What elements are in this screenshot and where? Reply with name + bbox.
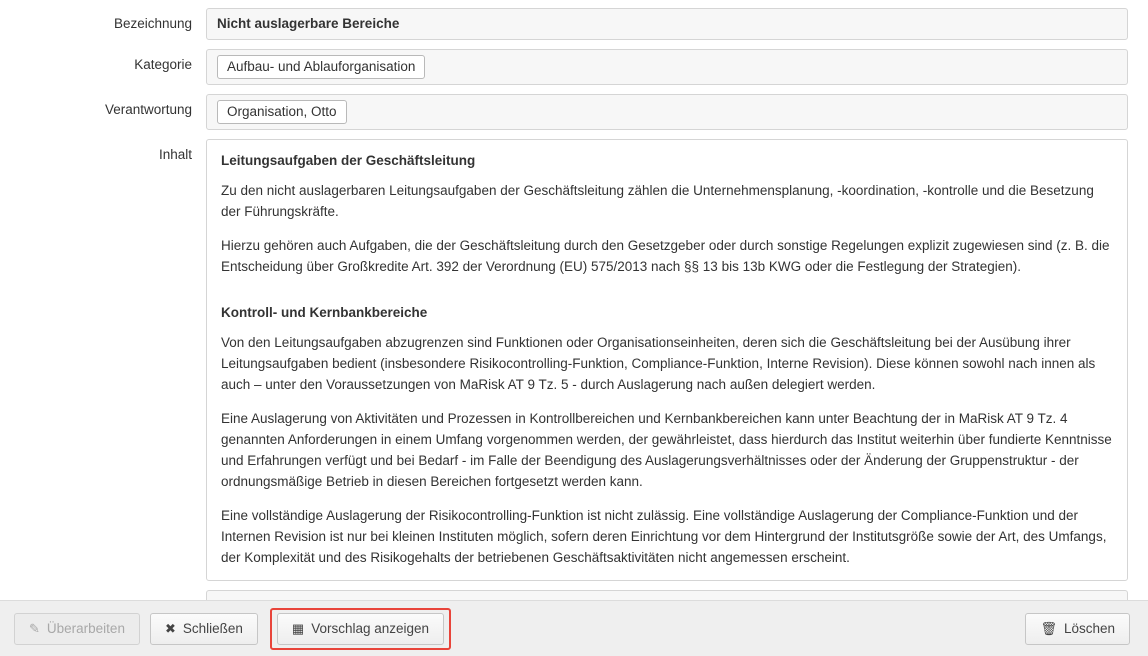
verantwortung-tag[interactable]: Organisation, Otto <box>217 100 347 124</box>
form-row-verantwortung <box>20 94 1128 130</box>
label-bezeichnung: Bezeichnung <box>113 16 192 31</box>
label-inhalt: Inhalt <box>158 147 192 162</box>
list-icon: ▦ <box>291 621 305 636</box>
label-verantwortung: Verantwortung <box>104 102 192 117</box>
field-verantwortung <box>206 94 1128 130</box>
inhalt-paragraph-3: Von den Leitungsaufgaben abzugrenzen sind Funktionen oder Organisationseinheiten, deren sich die Geschäftsleitung bei der Ausübung ihrer Leitungsaufgaben bedient (insbesondere Risikocontrolling-Funktion, Compliance-Funktion, Interne Revision). Diese können sowohl nach innen als auch – unter den Voraussetzungen von MaRisk AT 9 Tz. 5 - durch Auslagerung nach außen delegiert werden. <box>221 335 1096 392</box>
close-button-label: Schließen <box>182 621 243 636</box>
label-kategorie: Kategorie <box>134 57 192 72</box>
kategorie-tag[interactable]: Aufbau- und Ablauforganisation <box>217 55 425 79</box>
field-bezeichnung: Nicht auslagerbare Bereiche <box>206 8 1128 40</box>
trash-icon: 🗑 <box>1040 621 1057 636</box>
form-row-kategorie <box>20 49 1128 85</box>
delete-button-label: Löschen <box>1063 621 1115 636</box>
inhalt-heading-1: Leitungsaufgaben der Geschäftsleitung <box>221 153 476 168</box>
inhalt-paragraph-4: Eine Auslagerung von Aktivitäten und Prozessen in Kontrollbereichen und Kernbankbereichen kann unter Beachtung der in MaRisk AT 9 Tz. 4 genannten Anforderungen in einem Umfang vorgenommen werden, der gewährleistet, dass hierdurch das Institut weiterhin über fundierte Kenntnisse und Erfahrungen verfügt und bei Bedarf - im Falle der Beendigung des Auslagerungsverhältnisses oder der Änderung der Gruppenstruktur - der ordnungsmäßige Betrieb in diesen Bereichen fortgesetzt werden kann. <box>221 411 1112 489</box>
form-row-inhalt <box>20 139 1128 581</box>
preview-button-label: Vorschlag anzeigen <box>311 621 430 636</box>
inhalt-paragraph-2: Hierzu gehören auch Aufgaben, die der Geschäftsleitung durch den Gesetzgeber oder durch sonstige Regelungen explizit zugewiesen sind (z. B. die Entscheidung über Großkredite Art. 392 der Verordnung (EU) 575/2013 nach §§ 13 bis 13b KWG oder die Festlegung der Strategien). <box>221 238 1110 274</box>
close-button[interactable] <box>150 613 258 645</box>
field-kategorie <box>206 49 1128 85</box>
inhalt-paragraph-5: Eine vollständige Auslagerung der Risikocontrolling-Funktion ist nicht zulässig. Eine vollständige Auslagerung der Compliance-Funktion und der Internen Revision ist nur bei kleinen Instituten möglich, sofern deren Einrichtung vor dem Hintergrund der Institutsgröße sowie der Art, des Umfangs, der Komplexität und des Risikogehalts der betriebenen Geschäftsaktivitäten nicht angemessen erscheint. <box>221 508 1107 565</box>
preview-button[interactable] <box>277 613 444 645</box>
form-row-bezeichnung <box>20 8 1128 40</box>
footer-toolbar <box>0 600 1148 656</box>
edit-button-label: Überarbeiten <box>46 621 125 636</box>
pencil-square-icon: ✎ <box>29 621 40 636</box>
inhalt-paragraph-1: Zu den nicht auslagerbaren Leitungsaufgaben der Geschäftsleitung zählen die Unternehmensplanung, -koordination, -kontrolle und die Besetzung der Führungskräfte. <box>221 183 1094 219</box>
delete-button[interactable] <box>1025 613 1130 645</box>
edit-button[interactable] <box>14 613 140 645</box>
inhalt-heading-2: Kontroll- und Kernbankbereiche <box>221 305 428 320</box>
x-icon: ✖ <box>164 621 176 636</box>
preview-button-highlight <box>270 608 451 650</box>
field-inhalt <box>206 139 1128 581</box>
